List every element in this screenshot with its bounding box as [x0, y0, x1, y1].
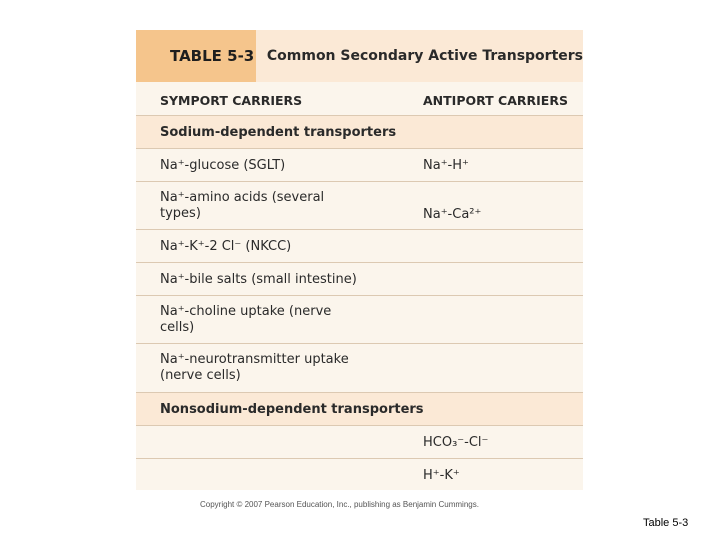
copyright-notice: Copyright © 2007 Pearson Education, Inc., publishing as Benjamin Cummings. [200, 500, 479, 509]
symport-cell: Na⁺-K⁺-2 Cl⁻ (NKCC) [160, 239, 292, 254]
column-header-antiport: ANTIPORT CARRIERS [423, 93, 568, 108]
symport-cell: Na⁺-neurotransmitter uptake (nerve cells) [160, 352, 349, 383]
table-row [136, 343, 583, 392]
section-label: Nonsodium-dependent transporters [160, 402, 424, 417]
antiport-cell: HCO₃⁻-Cl⁻ [423, 435, 489, 450]
table-row [136, 181, 583, 229]
antiport-cell: H⁺-K⁺ [423, 468, 460, 483]
symport-cell: Na⁺-choline uptake (nerve cells) [160, 304, 332, 335]
table-row [136, 295, 583, 343]
section-sodium-dependent [136, 115, 583, 148]
column-header-row [136, 82, 583, 115]
table-number: TABLE 5-3 [136, 30, 256, 82]
table-row [136, 148, 583, 181]
slide-caption: Table 5-3 [643, 517, 689, 529]
symport-cell: Na⁺-glucose (SGLT) [160, 158, 286, 173]
column-header-symport: SYMPORT CARRIERS [160, 93, 303, 108]
section-label: Sodium-dependent transporters [160, 125, 397, 140]
symport-cell: Na⁺-amino acids (several types) [160, 190, 325, 221]
table-title-bar [136, 30, 583, 82]
antiport-cell: Na⁺-Ca²⁺ [423, 207, 482, 222]
transporter-table [136, 30, 583, 490]
table-row [136, 229, 583, 262]
section-nonsodium-dependent [136, 392, 583, 425]
symport-cell: Na⁺-bile salts (small intestine) [160, 272, 357, 287]
table-row [136, 425, 583, 458]
table-row [136, 262, 583, 295]
table-row [136, 458, 583, 490]
table-title: Common Secondary Active Transporters [256, 30, 583, 82]
antiport-cell: Na⁺-H⁺ [423, 158, 469, 173]
